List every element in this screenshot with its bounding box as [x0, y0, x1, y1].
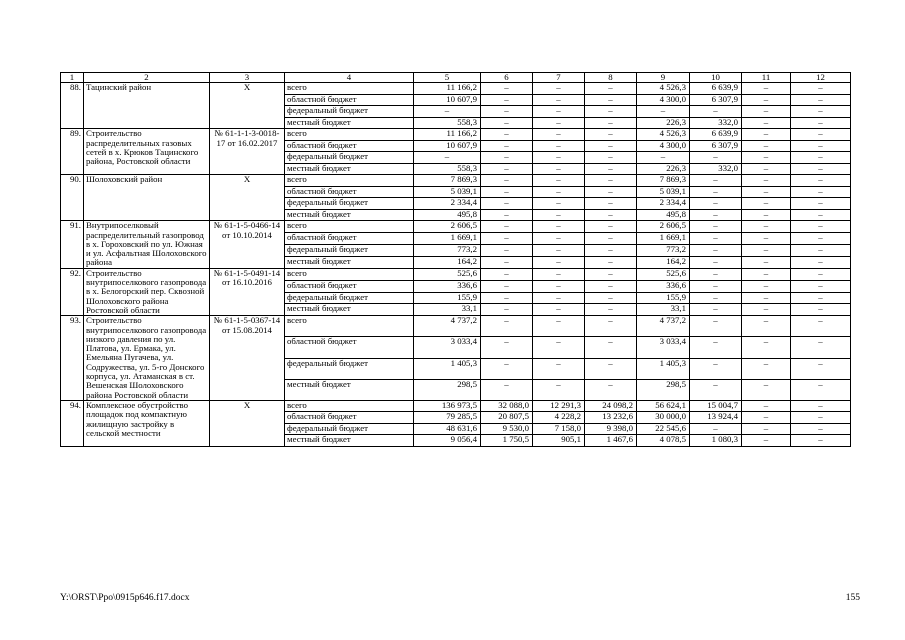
- amount-cell: –: [791, 400, 851, 412]
- amount-cell: –: [533, 268, 585, 280]
- funding-source: областной бюджет: [285, 233, 414, 245]
- amount-cell: 773,2: [414, 245, 481, 257]
- amount-cell: –: [585, 163, 637, 175]
- amount-cell: –: [791, 175, 851, 187]
- funding-source: областной бюджет: [285, 412, 414, 424]
- amount-cell: –: [690, 358, 742, 379]
- amount-cell: –: [533, 379, 585, 400]
- amount-cell: 1 669,1: [637, 233, 690, 245]
- amount-cell: 4 526,3: [637, 83, 690, 95]
- amount-cell: –: [533, 316, 585, 337]
- amount-cell: –: [585, 209, 637, 221]
- amount-cell: –: [585, 198, 637, 210]
- amount-cell: –: [742, 140, 791, 152]
- amount-cell: –: [585, 233, 637, 245]
- amount-cell: –: [742, 337, 791, 358]
- funding-source: областной бюджет: [285, 280, 414, 292]
- amount-cell: –: [585, 268, 637, 280]
- amount-cell: 9 530,0: [481, 423, 533, 435]
- column-number: 8: [585, 73, 637, 83]
- amount-cell: 5 039,1: [637, 186, 690, 198]
- amount-cell: 1 405,3: [414, 358, 481, 379]
- amount-cell: 4 526,3: [637, 129, 690, 141]
- item-document: № 61-1-5-0466-14 от 10.10.2014: [210, 221, 285, 268]
- amount-cell: –: [481, 129, 533, 141]
- amount-cell: –: [481, 280, 533, 292]
- amount-cell: –: [791, 186, 851, 198]
- amount-cell: 3 033,4: [637, 337, 690, 358]
- amount-cell: –: [742, 400, 791, 412]
- amount-cell: –: [742, 423, 791, 435]
- amount-cell: 2 334,4: [414, 198, 481, 210]
- table-row: [61, 268, 851, 280]
- amount-cell: –: [585, 117, 637, 129]
- funding-source: областной бюджет: [285, 94, 414, 106]
- amount-cell: –: [481, 233, 533, 245]
- funding-source: местный бюджет: [285, 256, 414, 268]
- amount-cell: –: [533, 221, 585, 233]
- amount-cell: 4 078,5: [637, 435, 690, 447]
- amount-cell: –: [533, 245, 585, 257]
- amount-cell: –: [585, 245, 637, 257]
- column-number: 7: [533, 73, 585, 83]
- amount-cell: 155,9: [637, 292, 690, 304]
- amount-cell: 48 631,6: [414, 423, 481, 435]
- item-number: 90.: [61, 175, 84, 221]
- amount-cell: –: [791, 358, 851, 379]
- amount-cell: –: [690, 198, 742, 210]
- column-number: 9: [637, 73, 690, 83]
- amount-cell: –: [791, 209, 851, 221]
- table-row: [61, 316, 851, 337]
- amount-cell: –: [481, 379, 533, 400]
- amount-cell: –: [690, 304, 742, 316]
- column-number: 4: [285, 73, 414, 83]
- amount-cell: 332,0: [690, 117, 742, 129]
- amount-cell: –: [585, 175, 637, 187]
- funding-source: всего: [285, 175, 414, 187]
- amount-cell: –: [481, 256, 533, 268]
- amount-cell: 6 307,9: [690, 94, 742, 106]
- amount-cell: 298,5: [414, 379, 481, 400]
- amount-cell: –: [791, 94, 851, 106]
- amount-cell: 7 869,3: [637, 175, 690, 187]
- amount-cell: 155,9: [414, 292, 481, 304]
- amount-cell: 9 398,0: [585, 423, 637, 435]
- amount-cell: 12 291,3: [533, 400, 585, 412]
- column-number: 11: [742, 73, 791, 83]
- column-number: 6: [481, 73, 533, 83]
- item-number: 91.: [61, 221, 84, 268]
- amount-cell: 11 166,2: [414, 83, 481, 95]
- amount-cell: –: [690, 106, 742, 118]
- amount-cell: 56 624,1: [637, 400, 690, 412]
- item-number: 88.: [61, 83, 84, 129]
- amount-cell: –: [585, 83, 637, 95]
- amount-cell: 4 228,2: [533, 412, 585, 424]
- amount-cell: –: [742, 175, 791, 187]
- amount-cell: –: [791, 268, 851, 280]
- amount-cell: –: [742, 83, 791, 95]
- amount-cell: –: [690, 423, 742, 435]
- amount-cell: –: [533, 198, 585, 210]
- amount-cell: –: [533, 94, 585, 106]
- funding-source: местный бюджет: [285, 117, 414, 129]
- amount-cell: –: [742, 152, 791, 164]
- amount-cell: –: [791, 198, 851, 210]
- item-number: 94.: [61, 400, 84, 446]
- item-document: № 61-1-5-0491-14 от 16.10.2016: [210, 268, 285, 315]
- funding-source: федеральный бюджет: [285, 292, 414, 304]
- amount-cell: 20 807,5: [481, 412, 533, 424]
- amount-cell: 13 232,6: [585, 412, 637, 424]
- funding-source: всего: [285, 83, 414, 95]
- amount-cell: –: [533, 175, 585, 187]
- amount-cell: –: [791, 140, 851, 152]
- item-name: Строительство внутрипоселкового газопровода в х. Белогорский пер. Сквозной Шолоховского района Ростовской области: [84, 268, 210, 315]
- funding-source: федеральный бюджет: [285, 152, 414, 164]
- budget-table-sheet: [60, 72, 850, 447]
- amount-cell: 79 285,5: [414, 412, 481, 424]
- amount-cell: –: [533, 256, 585, 268]
- funding-source: областной бюджет: [285, 140, 414, 152]
- amount-cell: –: [742, 268, 791, 280]
- funding-source: местный бюджет: [285, 304, 414, 316]
- item-name: Строительство распределительных газовых сетей в х. Крюков Тацинского района, Ростовской области: [84, 129, 210, 175]
- amount-cell: 6 307,9: [690, 140, 742, 152]
- column-number: 1: [61, 73, 84, 83]
- amount-cell: –: [791, 423, 851, 435]
- funding-source: федеральный бюджет: [285, 423, 414, 435]
- amount-cell: –: [690, 268, 742, 280]
- amount-cell: –: [414, 152, 481, 164]
- amount-cell: –: [585, 337, 637, 358]
- amount-cell: –: [791, 292, 851, 304]
- amount-cell: –: [742, 245, 791, 257]
- funding-source: всего: [285, 268, 414, 280]
- amount-cell: –: [533, 140, 585, 152]
- funding-source: областной бюджет: [285, 186, 414, 198]
- amount-cell: –: [690, 186, 742, 198]
- amount-cell: –: [481, 292, 533, 304]
- amount-cell: –: [791, 337, 851, 358]
- funding-source: местный бюджет: [285, 435, 414, 447]
- amount-cell: –: [533, 163, 585, 175]
- amount-cell: –: [637, 106, 690, 118]
- item-document: № 61-1-5-0367-14 от 15.08.2014: [210, 316, 285, 401]
- amount-cell: –: [690, 316, 742, 337]
- amount-cell: –: [742, 256, 791, 268]
- amount-cell: –: [585, 140, 637, 152]
- amount-cell: 2 606,5: [637, 221, 690, 233]
- amount-cell: 30 000,0: [637, 412, 690, 424]
- amount-cell: 336,6: [637, 280, 690, 292]
- amount-cell: –: [742, 358, 791, 379]
- amount-cell: –: [791, 412, 851, 424]
- amount-cell: –: [742, 233, 791, 245]
- amount-cell: 226,3: [637, 163, 690, 175]
- item-document: Х: [210, 400, 285, 446]
- table-row: [61, 400, 851, 412]
- funding-source: местный бюджет: [285, 163, 414, 175]
- amount-cell: 5 039,1: [414, 186, 481, 198]
- amount-cell: –: [533, 337, 585, 358]
- amount-cell: –: [533, 292, 585, 304]
- amount-cell: –: [585, 94, 637, 106]
- amount-cell: –: [533, 106, 585, 118]
- amount-cell: –: [690, 245, 742, 257]
- column-number: 5: [414, 73, 481, 83]
- amount-cell: –: [481, 140, 533, 152]
- page-number: 155: [845, 593, 860, 603]
- amount-cell: 905,1: [533, 435, 585, 447]
- amount-cell: –: [585, 129, 637, 141]
- funding-source: федеральный бюджет: [285, 198, 414, 210]
- table-row: [61, 83, 851, 95]
- amount-cell: –: [533, 117, 585, 129]
- column-number: 10: [690, 73, 742, 83]
- amount-cell: –: [481, 117, 533, 129]
- amount-cell: –: [481, 268, 533, 280]
- amount-cell: –: [585, 358, 637, 379]
- amount-cell: 3 033,4: [414, 337, 481, 358]
- amount-cell: 11 166,2: [414, 129, 481, 141]
- amount-cell: –: [533, 209, 585, 221]
- item-name: Строительство внутрипоселкового газопровода низкого давления по ул. Платова, ул. Ермака, ул. Емельяна Пугачева, ул. Содружества, ул. 5-го Донского корпуса, ул. Атаманская в ст. Вешенская Шолоховского района Ростовской области: [84, 316, 210, 401]
- amount-cell: 4 737,2: [414, 316, 481, 337]
- amount-cell: –: [742, 163, 791, 175]
- amount-cell: –: [481, 175, 533, 187]
- amount-cell: –: [742, 280, 791, 292]
- amount-cell: –: [742, 221, 791, 233]
- amount-cell: 136 973,5: [414, 400, 481, 412]
- amount-cell: 332,0: [690, 163, 742, 175]
- amount-cell: –: [742, 304, 791, 316]
- amount-cell: –: [742, 292, 791, 304]
- item-name: Тацинский район: [84, 83, 210, 129]
- amount-cell: –: [533, 233, 585, 245]
- item-document: № 61-1-1-3-0018-17 от 16.02.2017: [210, 129, 285, 175]
- amount-cell: 558,3: [414, 163, 481, 175]
- amount-cell: –: [533, 186, 585, 198]
- amount-cell: –: [533, 358, 585, 379]
- amount-cell: –: [481, 316, 533, 337]
- amount-cell: –: [690, 233, 742, 245]
- amount-cell: 164,2: [637, 256, 690, 268]
- amount-cell: –: [481, 198, 533, 210]
- amount-cell: 33,1: [414, 304, 481, 316]
- amount-cell: 9 056,4: [414, 435, 481, 447]
- amount-cell: –: [690, 152, 742, 164]
- amount-cell: –: [481, 221, 533, 233]
- amount-cell: –: [533, 280, 585, 292]
- funding-source: всего: [285, 400, 414, 412]
- item-name: Шолоховский район: [84, 175, 210, 221]
- amount-cell: 15 004,7: [690, 400, 742, 412]
- amount-cell: –: [585, 280, 637, 292]
- item-name: Внутрипоселковый распределительный газопровод в х. Гороховский по ул. Южная и ул. Асфальтная Шолоховского района: [84, 221, 210, 268]
- amount-cell: 2 334,4: [637, 198, 690, 210]
- amount-cell: –: [690, 221, 742, 233]
- amount-cell: –: [791, 106, 851, 118]
- amount-cell: –: [481, 186, 533, 198]
- amount-cell: –: [481, 94, 533, 106]
- amount-cell: –: [791, 316, 851, 337]
- table-row: [61, 129, 851, 141]
- amount-cell: 4 300,0: [637, 140, 690, 152]
- amount-cell: –: [690, 175, 742, 187]
- amount-cell: –: [585, 379, 637, 400]
- item-number: 93.: [61, 316, 84, 401]
- amount-cell: –: [585, 152, 637, 164]
- amount-cell: –: [791, 83, 851, 95]
- funding-source: всего: [285, 129, 414, 141]
- amount-cell: –: [791, 304, 851, 316]
- amount-cell: –: [791, 117, 851, 129]
- amount-cell: –: [791, 256, 851, 268]
- budget-table: [60, 72, 851, 447]
- amount-cell: –: [742, 198, 791, 210]
- amount-cell: 13 924,4: [690, 412, 742, 424]
- item-document: Х: [210, 175, 285, 221]
- amount-cell: –: [742, 117, 791, 129]
- amount-cell: –: [742, 435, 791, 447]
- table-row: [61, 175, 851, 187]
- amount-cell: 7 158,0: [533, 423, 585, 435]
- amount-cell: 164,2: [414, 256, 481, 268]
- column-number: 12: [791, 73, 851, 83]
- amount-cell: 6 639,9: [690, 83, 742, 95]
- amount-cell: 525,6: [414, 268, 481, 280]
- amount-cell: –: [791, 379, 851, 400]
- funding-source: федеральный бюджет: [285, 106, 414, 118]
- funding-source: всего: [285, 316, 414, 337]
- amount-cell: 1 080,3: [690, 435, 742, 447]
- amount-cell: –: [637, 152, 690, 164]
- amount-cell: –: [742, 209, 791, 221]
- amount-cell: –: [481, 83, 533, 95]
- amount-cell: –: [533, 304, 585, 316]
- funding-source: всего: [285, 221, 414, 233]
- amount-cell: 7 869,3: [414, 175, 481, 187]
- item-name: Комплексное обустройство площадок под компактную жилищную застройку в сельской местности: [84, 400, 210, 446]
- amount-cell: –: [481, 304, 533, 316]
- amount-cell: –: [533, 129, 585, 141]
- amount-cell: –: [481, 163, 533, 175]
- amount-cell: 4 300,0: [637, 94, 690, 106]
- amount-cell: 6 639,9: [690, 129, 742, 141]
- amount-cell: –: [585, 304, 637, 316]
- amount-cell: 1 750,5: [481, 435, 533, 447]
- funding-source: местный бюджет: [285, 379, 414, 400]
- amount-cell: –: [585, 221, 637, 233]
- item-document: Х: [210, 83, 285, 129]
- amount-cell: –: [791, 233, 851, 245]
- amount-cell: –: [791, 435, 851, 447]
- amount-cell: –: [742, 94, 791, 106]
- amount-cell: –: [742, 186, 791, 198]
- amount-cell: –: [791, 163, 851, 175]
- amount-cell: 773,2: [637, 245, 690, 257]
- amount-cell: –: [481, 337, 533, 358]
- amount-cell: –: [533, 83, 585, 95]
- table-body: [61, 73, 851, 447]
- amount-cell: –: [585, 292, 637, 304]
- amount-cell: 22 545,6: [637, 423, 690, 435]
- column-number: 3: [210, 73, 285, 83]
- funding-source: федеральный бюджет: [285, 245, 414, 257]
- amount-cell: 33,1: [637, 304, 690, 316]
- amount-cell: –: [791, 280, 851, 292]
- amount-cell: 495,8: [414, 209, 481, 221]
- amount-cell: 226,3: [637, 117, 690, 129]
- amount-cell: –: [742, 412, 791, 424]
- amount-cell: –: [585, 316, 637, 337]
- amount-cell: –: [791, 129, 851, 141]
- amount-cell: –: [742, 379, 791, 400]
- amount-cell: –: [742, 106, 791, 118]
- column-number: 2: [84, 73, 210, 83]
- amount-cell: –: [690, 280, 742, 292]
- amount-cell: –: [690, 379, 742, 400]
- funding-source: федеральный бюджет: [285, 358, 414, 379]
- item-number: 92.: [61, 268, 84, 315]
- amount-cell: –: [791, 245, 851, 257]
- amount-cell: –: [481, 209, 533, 221]
- amount-cell: 10 607,9: [414, 94, 481, 106]
- amount-cell: 525,6: [637, 268, 690, 280]
- amount-cell: 558,3: [414, 117, 481, 129]
- amount-cell: –: [481, 245, 533, 257]
- amount-cell: –: [481, 152, 533, 164]
- amount-cell: –: [690, 256, 742, 268]
- amount-cell: –: [742, 129, 791, 141]
- amount-cell: 298,5: [637, 379, 690, 400]
- table-row: [61, 221, 851, 233]
- amount-cell: 1 405,3: [637, 358, 690, 379]
- amount-cell: –: [533, 152, 585, 164]
- column-number-row: [61, 73, 851, 83]
- amount-cell: –: [481, 106, 533, 118]
- amount-cell: 32 088,0: [481, 400, 533, 412]
- amount-cell: –: [791, 152, 851, 164]
- amount-cell: –: [585, 186, 637, 198]
- amount-cell: 495,8: [637, 209, 690, 221]
- amount-cell: 1 467,6: [585, 435, 637, 447]
- funding-source: областной бюджет: [285, 337, 414, 358]
- amount-cell: –: [585, 106, 637, 118]
- footer-file-path: Y:\ORST\Ppo\0915p646.f17.docx: [60, 593, 190, 603]
- amount-cell: 336,6: [414, 280, 481, 292]
- amount-cell: –: [414, 106, 481, 118]
- amount-cell: 24 098,2: [585, 400, 637, 412]
- amount-cell: –: [791, 221, 851, 233]
- funding-source: местный бюджет: [285, 209, 414, 221]
- amount-cell: –: [742, 316, 791, 337]
- amount-cell: –: [690, 292, 742, 304]
- amount-cell: 1 669,1: [414, 233, 481, 245]
- amount-cell: –: [481, 358, 533, 379]
- amount-cell: –: [585, 256, 637, 268]
- amount-cell: –: [690, 337, 742, 358]
- amount-cell: 2 606,5: [414, 221, 481, 233]
- amount-cell: 4 737,2: [637, 316, 690, 337]
- amount-cell: –: [690, 209, 742, 221]
- item-number: 89.: [61, 129, 84, 175]
- amount-cell: 10 607,9: [414, 140, 481, 152]
